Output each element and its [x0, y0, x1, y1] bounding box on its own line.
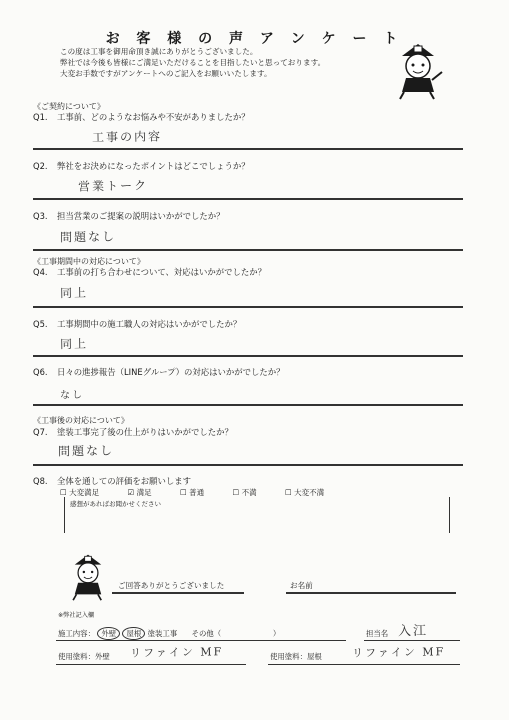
comment-label: 感想があればお聞かせください: [70, 500, 161, 508]
thanks-text: ご回答ありがとうございました: [118, 581, 225, 590]
answer-line-3: [33, 249, 463, 251]
answer-1: 工事の内容: [91, 129, 163, 145]
answer-line-4: [33, 306, 463, 308]
paint-roof-line: [268, 664, 460, 665]
section-after: 《工事後の対応について》: [33, 416, 129, 425]
question-1: Q1. 工事前、どのようなお悩みや不安がありましたか？: [33, 112, 250, 122]
question-7: Q7. 塗装工事完了後の仕上がりはいかがでしたか？: [33, 427, 233, 437]
staff-label: 担当名: [366, 629, 389, 638]
work-label: 施工内容：: [58, 629, 95, 638]
intro-text: この度は工事を御用命頂き誠にありがとうございました。 弊社では今後も皆様にご満足いただけることを目指したいと思っております。 大変お手数ですがアンケートへのご記入をお願いいたします。: [60, 47, 326, 78]
answer-line-1: [33, 148, 463, 150]
answer-line-5: [33, 355, 463, 357]
work-wall: 外壁: [97, 627, 120, 640]
question-4: Q4. 工事前の打ち合わせについて、対応はいかがでしたか？: [33, 267, 267, 277]
answer-4: 同上: [59, 285, 89, 301]
thanks-line: [112, 592, 244, 594]
answer-3: 問題なし: [59, 229, 117, 245]
option-dissatisfied[interactable]: ☐ 不満: [232, 488, 257, 497]
paint-wall-line: [56, 664, 246, 665]
paint-roof-value: リファイン MF: [351, 645, 446, 660]
office-note: ※弊社記入欄: [58, 612, 95, 619]
samurai-mascot-icon: [66, 553, 110, 601]
work-other: その他（ ）: [191, 629, 281, 638]
paint-wall-value: リファイン MF: [129, 645, 224, 660]
page-title: お 客 様 の 声 ア ン ケ ー ト: [105, 31, 404, 47]
option-very-satisfied[interactable]: ☐ 大変満足: [60, 488, 100, 497]
answer-7: 問題なし: [57, 443, 115, 459]
staff-name: 入江: [397, 623, 429, 640]
answer-6: なし: [59, 389, 85, 402]
option-neutral[interactable]: ☐ 普通: [180, 488, 205, 497]
work-roof: 屋根: [122, 627, 145, 640]
question-8: Q8. 全体を通しての評価をお願いします: [33, 476, 191, 486]
answer-line-2: [33, 198, 463, 200]
name-line[interactable]: [286, 592, 456, 594]
question-3: Q3. 担当営業のご提案の説明はいかがでしたか？: [33, 211, 225, 221]
paint-roof-label: 使用塗料：屋根: [270, 652, 322, 661]
question-5: Q5. 工事期間中の施工職人の対応はいかがでしたか？: [33, 319, 242, 329]
staff-line: [364, 640, 460, 641]
question-6: Q6. 日々の進捗報告（LINEグループ）の対応はいかがでしたか？: [33, 367, 285, 377]
section-during: 《工事期間中の対応について》: [33, 257, 145, 266]
option-satisfied[interactable]: ☑ 満足: [127, 488, 152, 497]
question-2: Q2. 弊社をお決めになったポイントはどこでしょうか？: [33, 161, 250, 171]
samurai-mascot-icon: [392, 42, 444, 100]
work-type: 塗装工事: [147, 629, 178, 638]
answer-2: 営業トーク: [77, 178, 149, 194]
answer-line-7: [33, 464, 463, 466]
name-label: お名前: [290, 581, 313, 590]
answer-line-6: [33, 404, 463, 406]
work-line: [56, 640, 346, 641]
section-contract: 《ご契約について》: [33, 102, 105, 111]
work-row: [58, 627, 280, 640]
answer-5: 同上: [59, 336, 89, 352]
paint-wall-label: 使用塗料：外壁: [58, 652, 110, 661]
option-very-dissatisfied[interactable]: ☐ 大変不満: [285, 488, 325, 497]
